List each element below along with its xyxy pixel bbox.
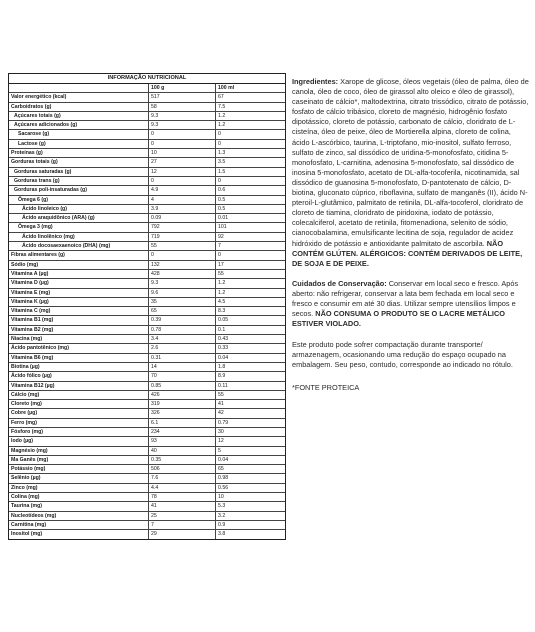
value-per-100g: 65 <box>149 307 216 315</box>
value-per-100ml: 0.04 <box>218 456 229 463</box>
value-per-100ml: 0 <box>218 177 221 184</box>
value-per-100g: 35 <box>149 298 216 306</box>
value-per-100ml: 0.56 <box>218 484 229 491</box>
value-per-100ml: 1.3 <box>218 150 226 157</box>
value-per-100ml: 1.5 <box>218 168 226 175</box>
nutrient-label: Vitamina A (µg) <box>9 270 149 278</box>
table-row <box>9 223 285 232</box>
conservation-paragraph <box>292 279 529 329</box>
nutrient-label: Gorduras poli-insaturadas (g) <box>9 186 149 194</box>
nutrient-label: Açúcares totais (g) <box>9 112 149 120</box>
nutrient-label: Ácido pantotênico (mg) <box>9 344 149 352</box>
table-row <box>9 307 285 316</box>
nutrient-label: Zinco (mg) <box>9 484 149 492</box>
value-per-100ml: 7 <box>218 243 221 250</box>
nutrient-label: Ácido docosaexaenoico (DHA) (mg) <box>9 242 149 250</box>
nutrient-label: Magnésio (mg) <box>9 447 149 455</box>
table-row <box>9 261 285 270</box>
value-per-100ml: 3.5 <box>218 159 226 166</box>
value-per-100ml: 0.05 <box>218 317 229 324</box>
nutrient-label: Proteínas (g) <box>9 149 149 157</box>
value-per-100g: 234 <box>149 428 216 436</box>
table-row <box>9 196 285 205</box>
value-per-100ml: 0.43 <box>218 336 229 343</box>
nutrient-label: Ácido araquidônico (ARA) (g) <box>9 214 149 222</box>
nutrient-label: Ômega 3 (mg) <box>9 223 149 231</box>
value-per-100g: 0.35 <box>149 456 216 464</box>
table-row <box>9 242 285 251</box>
value-per-100ml: 8.9 <box>218 373 226 380</box>
nutrient-label: Carboidratos (g) <box>9 103 149 111</box>
value-per-100g: 55 <box>149 242 216 250</box>
value-per-100ml: 67 <box>218 94 224 101</box>
table-row <box>9 140 285 149</box>
value-per-100ml: 0.01 <box>218 215 229 222</box>
table-row <box>9 372 285 381</box>
table-row <box>9 437 285 446</box>
nutrient-label: Vitamina B2 (mg) <box>9 326 149 334</box>
nutrient-label: Valor energético (kcal) <box>9 93 149 101</box>
nutrient-label: Vitamina C (mg) <box>9 307 149 315</box>
table-row <box>9 400 285 409</box>
seal-warning: NÃO CONSUMA O PRODUTO SE O LACRE METÁLICO ESTIVER VIOLADO. <box>292 309 505 329</box>
value-per-100ml: 0.5 <box>218 205 226 212</box>
table-row <box>9 177 285 186</box>
header-per-100g: 100 g <box>149 84 216 92</box>
value-per-100ml: 0.11 <box>218 382 228 389</box>
table-row <box>9 530 285 538</box>
value-per-100g: 0.78 <box>149 326 216 334</box>
table-row <box>9 354 285 363</box>
nutrient-label: Ma Ganês (mg) <box>9 456 149 464</box>
value-per-100g: 132 <box>149 261 216 269</box>
nutrient-label: Gorduras saturadas (g) <box>9 168 149 176</box>
table-row <box>9 419 285 428</box>
table-row <box>9 130 285 139</box>
nutrient-label: Vitamina B6 (mg) <box>9 354 149 362</box>
value-per-100g: 2.6 <box>149 344 216 352</box>
table-row <box>9 335 285 344</box>
value-per-100g: 29 <box>149 530 216 538</box>
value-per-100ml: 5.3 <box>218 503 226 510</box>
value-per-100g: 25 <box>149 512 216 520</box>
nutrient-label: Sacarose (g) <box>9 130 149 138</box>
value-per-100ml: 12 <box>218 438 224 445</box>
nutrient-label: Ácido fólico (µg) <box>9 372 149 380</box>
value-per-100ml: 65 <box>218 466 224 473</box>
value-per-100g: 3.4 <box>149 335 216 343</box>
nutrient-label: Biotina (µg) <box>9 363 149 371</box>
protein-source-footnote: *FONTE PROTEICA <box>292 382 360 392</box>
value-per-100g: 7.6 <box>149 474 216 482</box>
table-row <box>9 149 285 158</box>
product-text <box>292 77 529 393</box>
value-per-100ml: 42 <box>218 410 224 417</box>
value-per-100g: 6.1 <box>149 419 216 427</box>
value-per-100g: 58 <box>149 103 216 111</box>
value-per-100ml: 0.79 <box>218 419 229 426</box>
table-row <box>9 233 285 242</box>
nutrient-label: Nucleotídeos (mg) <box>9 512 149 520</box>
table-row <box>9 363 285 372</box>
value-per-100ml: 1.2 <box>218 122 226 129</box>
allergen-warning: NÃO CONTÉM GLÚTEN. ALÉRGICOS: CONTÉM DERIVADOS DE LEITE, DE SOJA E DE PEIXE. <box>292 238 523 268</box>
value-per-100ml: 0.04 <box>218 354 229 361</box>
table-row <box>9 298 285 307</box>
value-per-100g: 78 <box>149 493 216 501</box>
table-row <box>9 158 285 167</box>
value-per-100g: 4.4 <box>149 484 216 492</box>
value-per-100ml: 55 <box>218 391 224 398</box>
nutrient-label: Sódio (mg) <box>9 261 149 269</box>
nutrient-label: Ácido linoleico (g) <box>9 205 149 213</box>
compaction-note: Este produto pode sofrer compactação durante transporte/ armazenagem, ocasionando uma redução do espaço ocupado na embalagem. Seu peso, contudo, corresponde ao indicado no rótulo. <box>292 340 513 370</box>
nutrient-label: Lactose (g) <box>9 140 149 148</box>
table-row <box>9 186 285 195</box>
table-row <box>9 270 285 279</box>
value-per-100ml: 8.3 <box>218 308 226 315</box>
table-row <box>9 316 285 325</box>
nutrient-label: Iodo (µg) <box>9 437 149 445</box>
value-per-100ml: 3.8 <box>218 531 226 538</box>
table-row <box>9 214 285 223</box>
value-per-100g: 9.3 <box>149 112 216 120</box>
value-per-100ml: 0.1 <box>218 326 226 333</box>
header-per-100ml: 100 ml <box>218 85 235 91</box>
value-per-100g: 0 <box>149 251 216 259</box>
nutrient-label: Carnitina (mg) <box>9 521 149 529</box>
value-per-100g: 4.9 <box>149 186 216 194</box>
nutrient-label: Taurina (mg) <box>9 502 149 510</box>
table-row <box>9 521 285 530</box>
table-row <box>9 502 285 511</box>
value-per-100g: 0.31 <box>149 354 216 362</box>
table-row <box>9 112 285 121</box>
nutrition-table <box>8 73 286 540</box>
nutrient-label: Vitamina B1 (mg) <box>9 316 149 324</box>
nutrient-label: Ácido linolênico (mg) <box>9 233 149 241</box>
nutrient-label: Gorduras trans (g) <box>9 177 149 185</box>
value-per-100g: 792 <box>149 223 216 231</box>
value-per-100g: 70 <box>149 372 216 380</box>
value-per-100ml: 0 <box>218 140 221 147</box>
value-per-100g: 426 <box>149 391 216 399</box>
table-row <box>9 474 285 483</box>
value-per-100g: 7 <box>149 521 216 529</box>
value-per-100ml: 0.98 <box>218 475 229 482</box>
value-per-100g: 0.85 <box>149 382 216 390</box>
value-per-100g: 0 <box>149 130 216 138</box>
ingredients-text: Xarope de glicose, óleos vegetais (óleo de palma, óleo de canola, óleo de coco, óleo de girassol alto oleico e óleo de girassol), caseinato de cálcio*, maltodextrina, citrato trissódico, citrato de potássio, fosfato de cálcio tribásico, cloreto de magnésio, hidrogênio fosfato dipotássico, cloreto de potássio, carbonato de cálcio, cloridrato de L-cisteína, óleo de peixe, óleo de Mortierella alpina, cloreto de colina, ácido L-ascórbico, taurina, L-triptofano, mio-inositol, sulfato ferroso, sulfato de zinco, sal dissódico de uridina-5-monofosfato, citidina 5-monofosfato, L-carnitina, adenosina 5-monofosfato, sal dissódico de inosina 5-monofosfato, acetato de DL-alfa-tocoferila, nicotinamida, sal dissódico de guanosina 5-monofosfato, D-pantotenato de cálcio, D-biotina, gluconato cúprico, riboflavina, sulfato de manganês (II), ácido N-pteroil-L-glutâmico, palmitato de retinila, DL-alfa-tocoferol, cloridrato de cloreto de tiamina, cloridrato de piridoxina, iodato de potássio, colecalciferol, acetato de retinila, fitomenadiona, selenito de sódio, cianocobalamina, emulsificante lecitina de soja, regulador de acidez hidróxido de potássio e antioxidante palmitato de ascorbila. <box>292 77 529 248</box>
table-row <box>9 409 285 418</box>
value-per-100g: 93 <box>149 437 216 445</box>
value-per-100ml: 17 <box>218 261 224 268</box>
ingredients-paragraph <box>292 77 529 269</box>
value-per-100ml: 7.5 <box>218 103 226 110</box>
nutrient-label: Selênio (µg) <box>9 474 149 482</box>
value-per-100ml: 92 <box>218 233 224 240</box>
nutrient-label: Cálcio (mg) <box>9 391 149 399</box>
value-per-100ml: 5 <box>218 447 221 454</box>
value-per-100g: 0 <box>149 177 216 185</box>
table-row <box>9 465 285 474</box>
value-per-100ml: 1.2 <box>218 289 226 296</box>
table-row <box>9 493 285 502</box>
table-row <box>9 103 285 112</box>
nutrient-label: Vitamina B12 (µg) <box>9 382 149 390</box>
value-per-100g: 9.3 <box>149 279 216 287</box>
value-per-100ml: 1.8 <box>218 363 226 370</box>
value-per-100g: 9.6 <box>149 289 216 297</box>
value-per-100ml: 0 <box>218 131 221 138</box>
value-per-100ml: 0.33 <box>218 345 229 352</box>
value-per-100g: 9.3 <box>149 121 216 129</box>
value-per-100g: 40 <box>149 447 216 455</box>
table-row <box>9 279 285 288</box>
value-per-100g: 10 <box>149 149 216 157</box>
table-row <box>9 93 285 102</box>
nutrient-label: Cobre (µg) <box>9 409 149 417</box>
ingredients-heading: Ingredientes: <box>292 77 339 86</box>
value-per-100g: 517 <box>149 93 216 101</box>
nutrition-table-header <box>9 84 285 93</box>
table-row <box>9 428 285 437</box>
value-per-100g: 428 <box>149 270 216 278</box>
value-per-100ml: 55 <box>218 270 224 277</box>
nutrient-label: Cloreto (mg) <box>9 400 149 408</box>
value-per-100ml: 30 <box>218 428 224 435</box>
nutrient-label: Fibras alimentares (g) <box>9 251 149 259</box>
value-per-100g: 0.39 <box>149 316 216 324</box>
table-row <box>9 251 285 260</box>
value-per-100g: 0 <box>149 140 216 148</box>
nutrition-table-title: INFORMAÇÃO NUTRICIONAL <box>9 74 285 84</box>
conservation-text: Conservar em local seco e fresco. Após aberto: não refrigerar, conservar a lata bem fechada em local seco e fresco e consumir em até 30 dias. Utilizar sempre utensílios limpos e secos. <box>292 278 519 319</box>
value-per-100g: 506 <box>149 465 216 473</box>
table-row <box>9 326 285 335</box>
value-per-100g: 319 <box>149 400 216 408</box>
value-per-100g: 719 <box>149 233 216 241</box>
value-per-100ml: 101 <box>218 224 227 231</box>
nutrient-label: Niacina (mg) <box>9 335 149 343</box>
value-per-100ml: 41 <box>218 401 224 408</box>
value-per-100g: 3.9 <box>149 205 216 213</box>
value-per-100ml: 0 <box>218 252 221 259</box>
table-row <box>9 391 285 400</box>
nutrient-label: Colina (mg) <box>9 493 149 501</box>
nutrient-label: Vitamina E (mg) <box>9 289 149 297</box>
nutrient-label: Açúcares adicionados (g) <box>9 121 149 129</box>
value-per-100ml: 10 <box>218 494 224 501</box>
value-per-100ml: 0.6 <box>218 187 226 194</box>
value-per-100ml: 1.2 <box>218 280 226 287</box>
value-per-100ml: 0.9 <box>218 521 226 528</box>
nutrient-label: Gorduras totais (g) <box>9 158 149 166</box>
table-row <box>9 168 285 177</box>
table-row <box>9 205 285 214</box>
table-row <box>9 447 285 456</box>
value-per-100g: 12 <box>149 168 216 176</box>
nutrient-label: Vitamina K (µg) <box>9 298 149 306</box>
value-per-100ml: 0.5 <box>218 196 226 203</box>
table-row <box>9 121 285 130</box>
value-per-100ml: 3.2 <box>218 512 226 519</box>
value-per-100ml: 1.2 <box>218 112 226 119</box>
nutrition-table-rows <box>9 93 285 538</box>
value-per-100g: 0.09 <box>149 214 216 222</box>
table-row <box>9 382 285 391</box>
table-row <box>9 289 285 298</box>
table-row <box>9 456 285 465</box>
value-per-100g: 27 <box>149 158 216 166</box>
table-row <box>9 344 285 353</box>
value-per-100g: 326 <box>149 409 216 417</box>
value-per-100ml: 4.5 <box>218 298 226 305</box>
nutrient-label: Ferro (mg) <box>9 419 149 427</box>
nutrient-label: Vitamina D (µg) <box>9 279 149 287</box>
nutrient-label: Fósforo (mg) <box>9 428 149 436</box>
value-per-100g: 41 <box>149 502 216 510</box>
nutrient-label: Ômega 6 (g) <box>9 196 149 204</box>
conservation-heading: Cuidados de Conservação: <box>292 278 387 288</box>
value-per-100g: 14 <box>149 363 216 371</box>
table-row <box>9 484 285 493</box>
value-per-100g: 4 <box>149 196 216 204</box>
header-blank <box>9 84 149 92</box>
nutrient-label: Inositol (mg) <box>9 530 149 538</box>
table-row <box>9 512 285 521</box>
nutrient-label: Potássio (mg) <box>9 465 149 473</box>
